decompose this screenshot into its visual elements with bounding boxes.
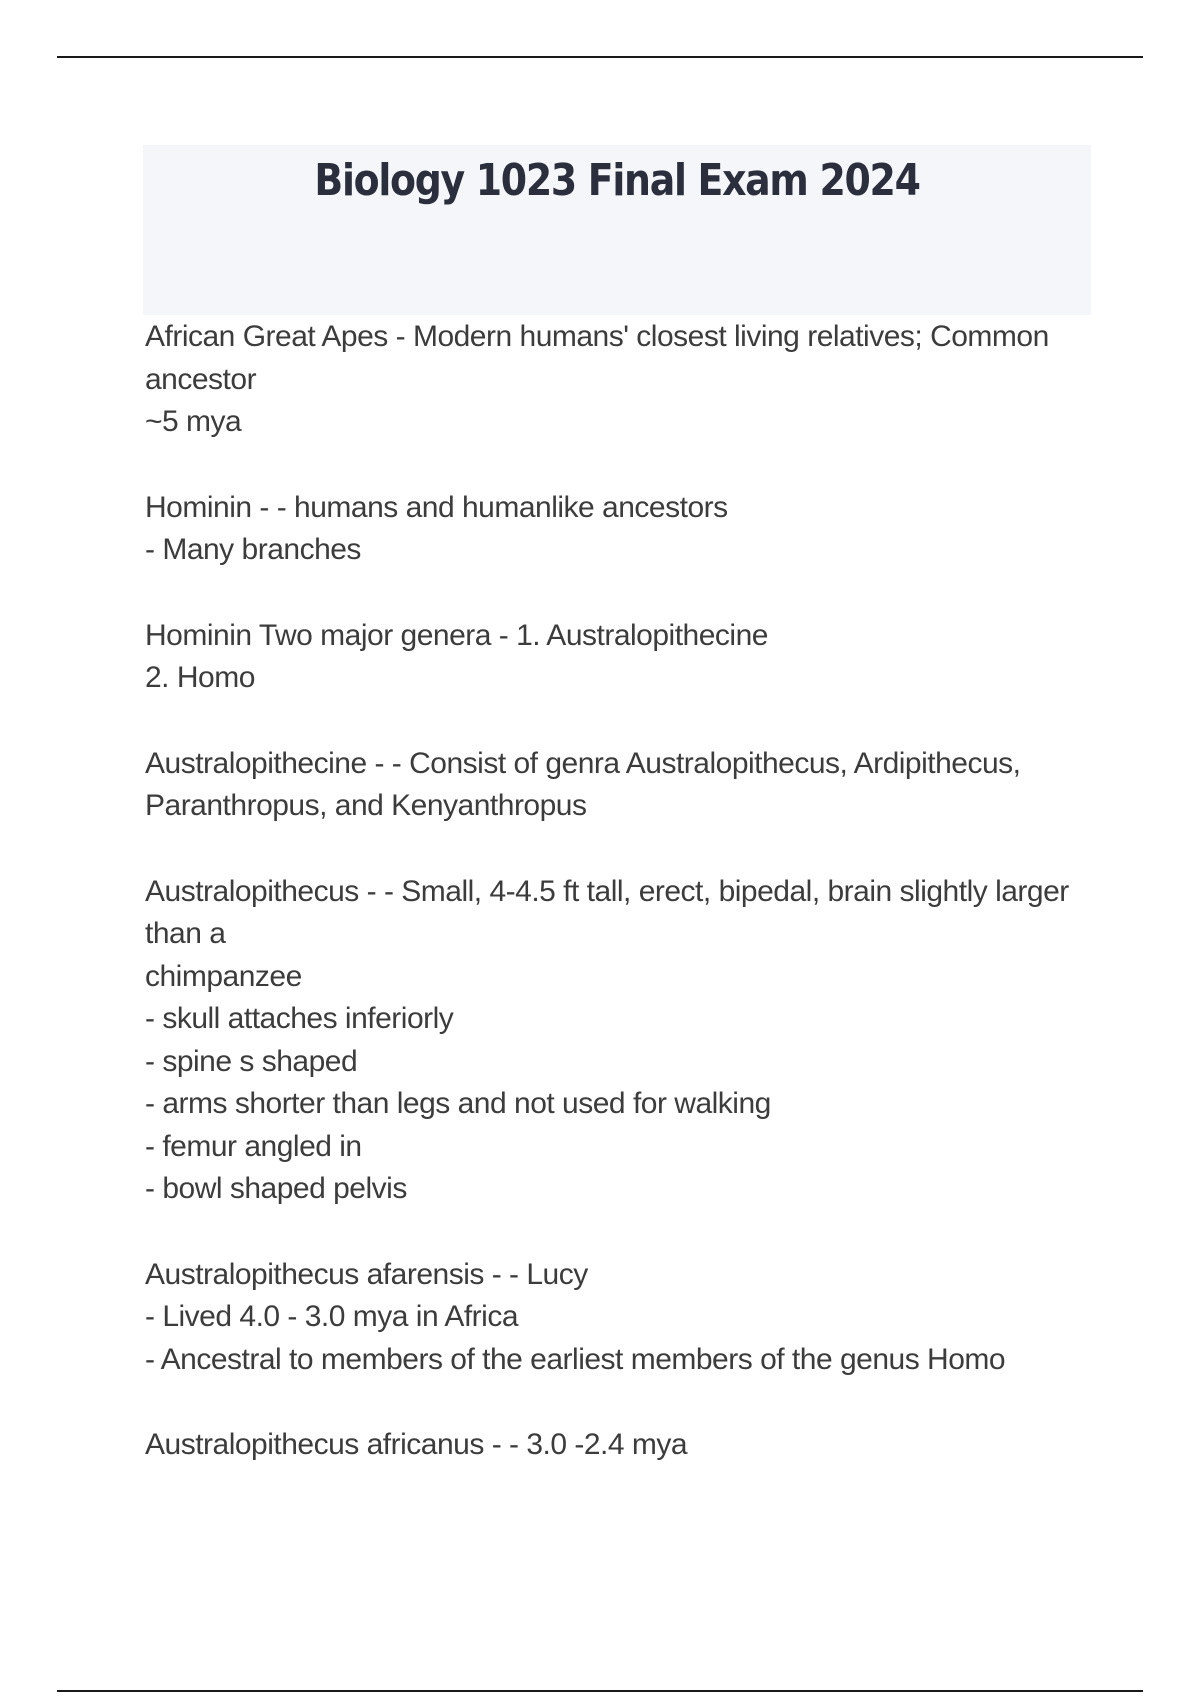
entry-line: Paranthropus, and Kenyanthropus (145, 789, 587, 822)
entry-line: - Ancestral to members of the earliest members of the genus Homo (145, 1342, 1006, 1376)
entry-line: Australopithecus - - Small, 4-4.5 ft tall, erect, bipedal, brain slightly larger than a (145, 874, 1077, 950)
entry-line: - arms shorter than legs and not used for walking (145, 1087, 771, 1120)
entry-line: - Lived 4.0 - 3.0 mya in Africa (145, 1300, 519, 1333)
title-banner (143, 145, 1091, 315)
entry-hominin-genera (145, 615, 1095, 700)
entry-australopithecus-afarensis (145, 1254, 1095, 1382)
entry-line: - spine s shaped (145, 1044, 358, 1078)
footer-rule (57, 1690, 1143, 1692)
entry-australopithecine (145, 743, 1095, 828)
entry-line: Australopithecus afarensis - - Lucy (145, 1257, 588, 1291)
entry-australopithecus (145, 871, 1095, 1211)
entry-african-great-apes (145, 316, 1095, 444)
entry-hominin (145, 487, 1095, 572)
entry-line: ~5 mya (145, 405, 242, 438)
entry-line: - Many branches (145, 533, 361, 566)
document-title: Biology 1023 Final Exam 2024 (314, 155, 920, 206)
entry-line: - femur angled in (145, 1129, 362, 1163)
entry-line: - skull attaches inferiorly (145, 1002, 454, 1035)
entry-australopithecus-africanus (145, 1424, 1095, 1467)
entry-line: Australopithecus africanus - - 3.0 -2.4 mya (145, 1428, 688, 1461)
entry-line: 2. Homo (145, 661, 255, 694)
entry-line: - bowl shaped pelvis (145, 1172, 407, 1205)
entry-line: Hominin - - humans and humanlike ancestors (145, 490, 728, 524)
entry-line: Hominin Two major genera - 1. Australopithecine (145, 618, 768, 652)
entry-line: Australopithecine - - Consist of genra Australopithecus, Ardipithecus, (145, 746, 1021, 780)
document-body (145, 316, 1095, 1510)
entry-line: African Great Apes - Modern humans' closest living relatives; Common ancestor (145, 320, 1057, 396)
entry-line: chimpanzee (145, 959, 302, 993)
header-rule (57, 56, 1143, 58)
